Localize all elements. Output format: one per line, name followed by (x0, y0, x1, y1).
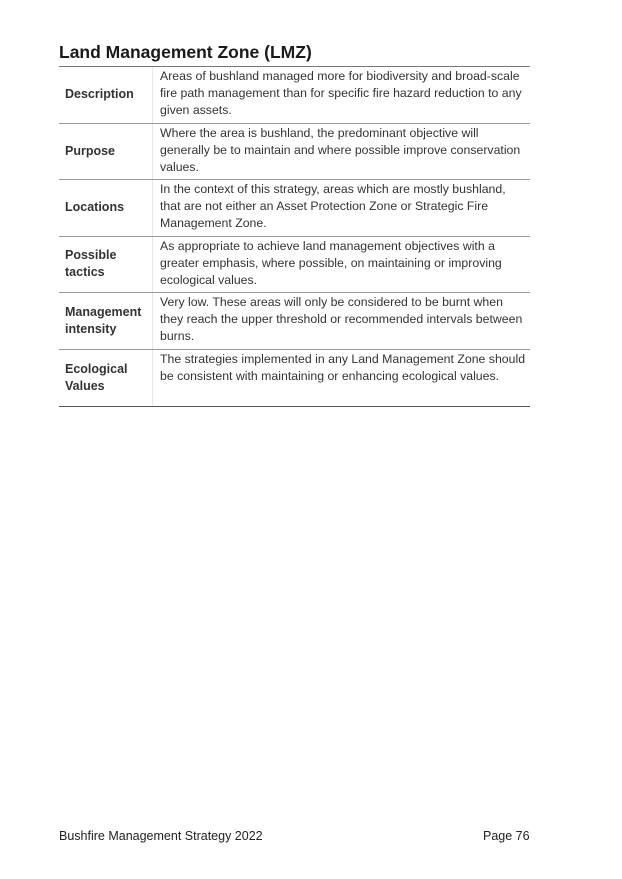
row-label: Possible tactics (59, 237, 153, 293)
row-label: Purpose (59, 124, 153, 180)
table-row-purpose (59, 124, 530, 181)
row-text: Where the area is bushland, the predominant objective will generally be to maintain and where possible improve conservation values. (160, 125, 521, 174)
row-text: The strategies implemented in any Land Management Zone should be consistent with maintaining or enhancing ecological values. (160, 351, 526, 383)
page-title: Land Management Zone (LMZ) (59, 42, 312, 62)
table-row-possible-tactics (59, 237, 530, 294)
row-text: Very low. These areas will only be considered to be burnt when they reach the upper threshold or recommended intervals between burns. (160, 295, 523, 343)
row-text: Areas of bushland managed more for biodiversity and broad-scale fire path management than for specific fire hazard reduction to any given assets. (160, 69, 522, 117)
row-text: As appropriate to achieve land management objectives with a greater emphasis, where possible, on maintaining or improving ecological values. (160, 238, 502, 287)
row-label: Management intensity (59, 293, 153, 349)
footer-page-number: Page 76 (483, 829, 530, 843)
row-label: Ecological Values (59, 350, 153, 407)
row-label: Description (59, 67, 153, 123)
row-text: In the context of this strategy, areas which are mostly bushland, that are not either an Asset Protection Zone or Strategic Fire Management Zone. (160, 182, 506, 230)
zone-definition-table (59, 66, 530, 407)
table-row-description (59, 67, 530, 124)
table-row-management-intensity (59, 293, 530, 350)
footer-document-title: Bushfire Management Strategy 2022 (59, 829, 263, 843)
table-row-ecological-values (59, 350, 530, 407)
table-row-locations (59, 180, 530, 237)
row-label: Locations (59, 180, 153, 236)
